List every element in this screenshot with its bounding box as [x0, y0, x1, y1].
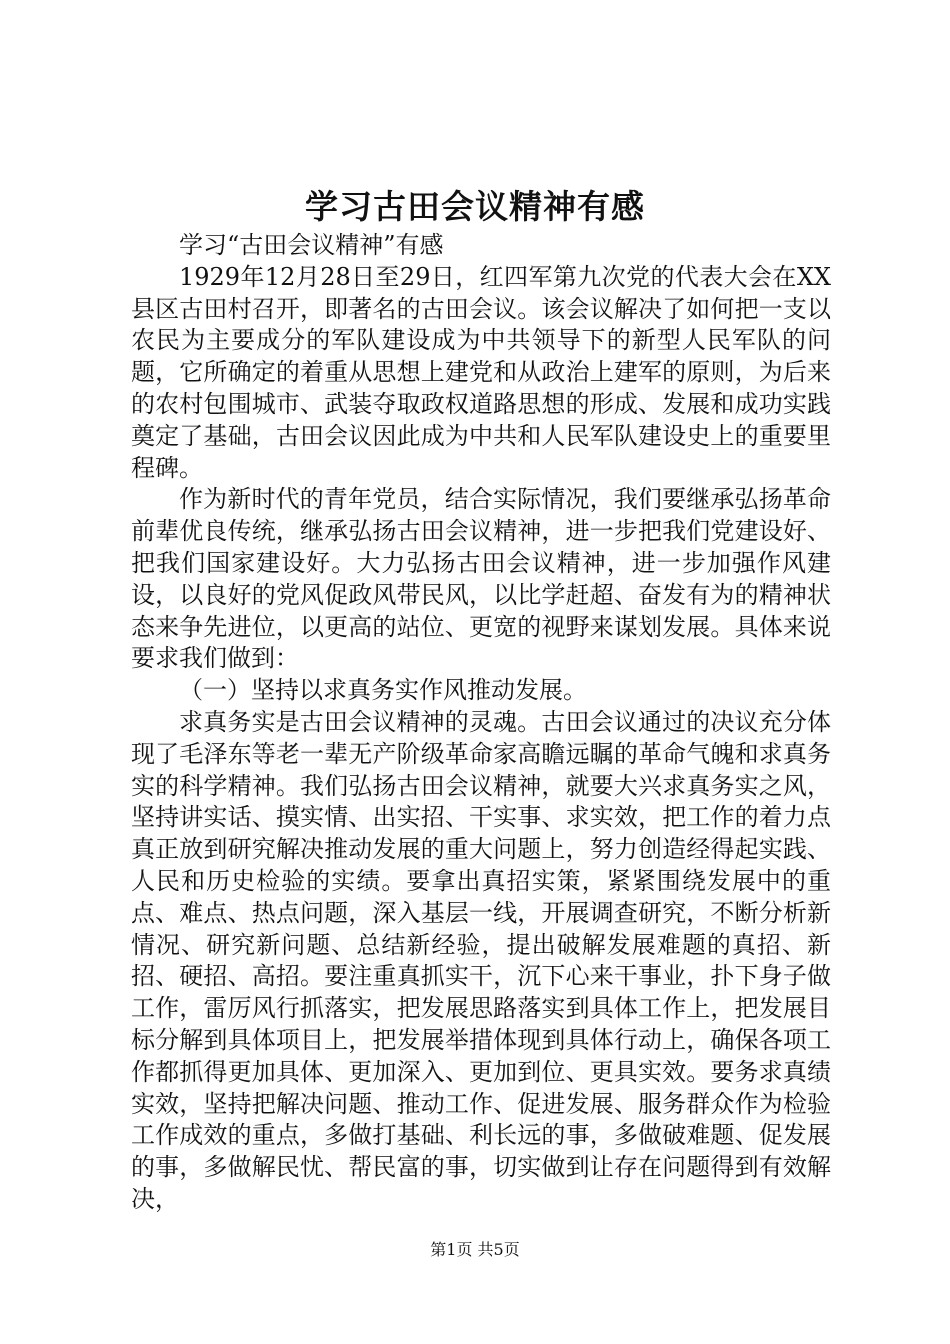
paragraph-youth-party-members: 作为新时代的青年党员，结合实际情况，我们要继承弘扬革命前辈优良传统，继承弘扬古田会议精神，进一步把我们党建设好、把我们国家建设好。大力弘扬古田会议精神，进一步加强作风建设，以良好的党风促政风带民风，以比学赶超、奋发有为的精神状态来争先进位，以更高的站位、更宽的视野来谋划发展。具体来说要求我们做到： — [131, 485, 831, 673]
page-footer: 第1页 共5页 — [430, 1240, 520, 1259]
document-title: 学习古田会议精神有感 — [305, 187, 645, 226]
document-body — [131, 230, 831, 1216]
paragraph-section-heading: （一）坚持以求真务实作风推动发展。 — [179, 676, 587, 705]
paragraph-subtitle: 学习“古田会议精神”有感 — [179, 231, 444, 259]
paragraph-history: 1929年12月28日至29日，红四军第九次党的代表大会在XX县区古田村召开，即著名的古田会议。该会议解决了如何把一支以农民为主要成分的军队建设成为中共领导下的新型人民军队的问题，它所确定的着重从思想上建党和从政治上建军的原则，为后来的农村包围城市、武装夺取政权道路思想的形成、发展和成功实践奠定了基础，古田会议因此成为中共和人民军队建设史上的重要里程碑。 — [131, 262, 831, 482]
paragraph-seeking-truth: 求真务实是古田会议精神的灵魂。古田会议通过的决议充分体现了毛泽东等老一辈无产阶级革命家高瞻远瞩的革命气魄和求真务实的科学精神。我们弘扬古田会议精神，就要大兴求真务实之风，坚持讲实话、摸实情、出实招、干实事、求实效，把工作的着力点真正放到研究解决推动发展的重大问题上，努力创造经得起实践、人民和历史检验的实绩。要拿出真招实策，紧紧围绕发展中的重点、难点、热点问题，深入基层一线，开展调查研究，不断分析新情况、研究新问题、总结新经验，提出破解发展难题的真招、新招、硬招、高招。要注重真抓实干，沉下心来干事业，扑下身子做工作，雷厉风行抓落实，把发展思路落实到具体工作上，把发展目标分解到具体项目上，把发展举措体现到具体行动上，确保各项工作都抓得更加具体、更加深入、更加到位、更具实效。要务求真绩实效，坚持把解决问题、推动工作、促进发展、服务群众作为检验工作成效的重点，多做打基础、利长远的事，多做破难题、促发展的事，多做解民忧、帮民富的事，切实做到让存在问题得到有效解决， — [131, 707, 831, 1213]
